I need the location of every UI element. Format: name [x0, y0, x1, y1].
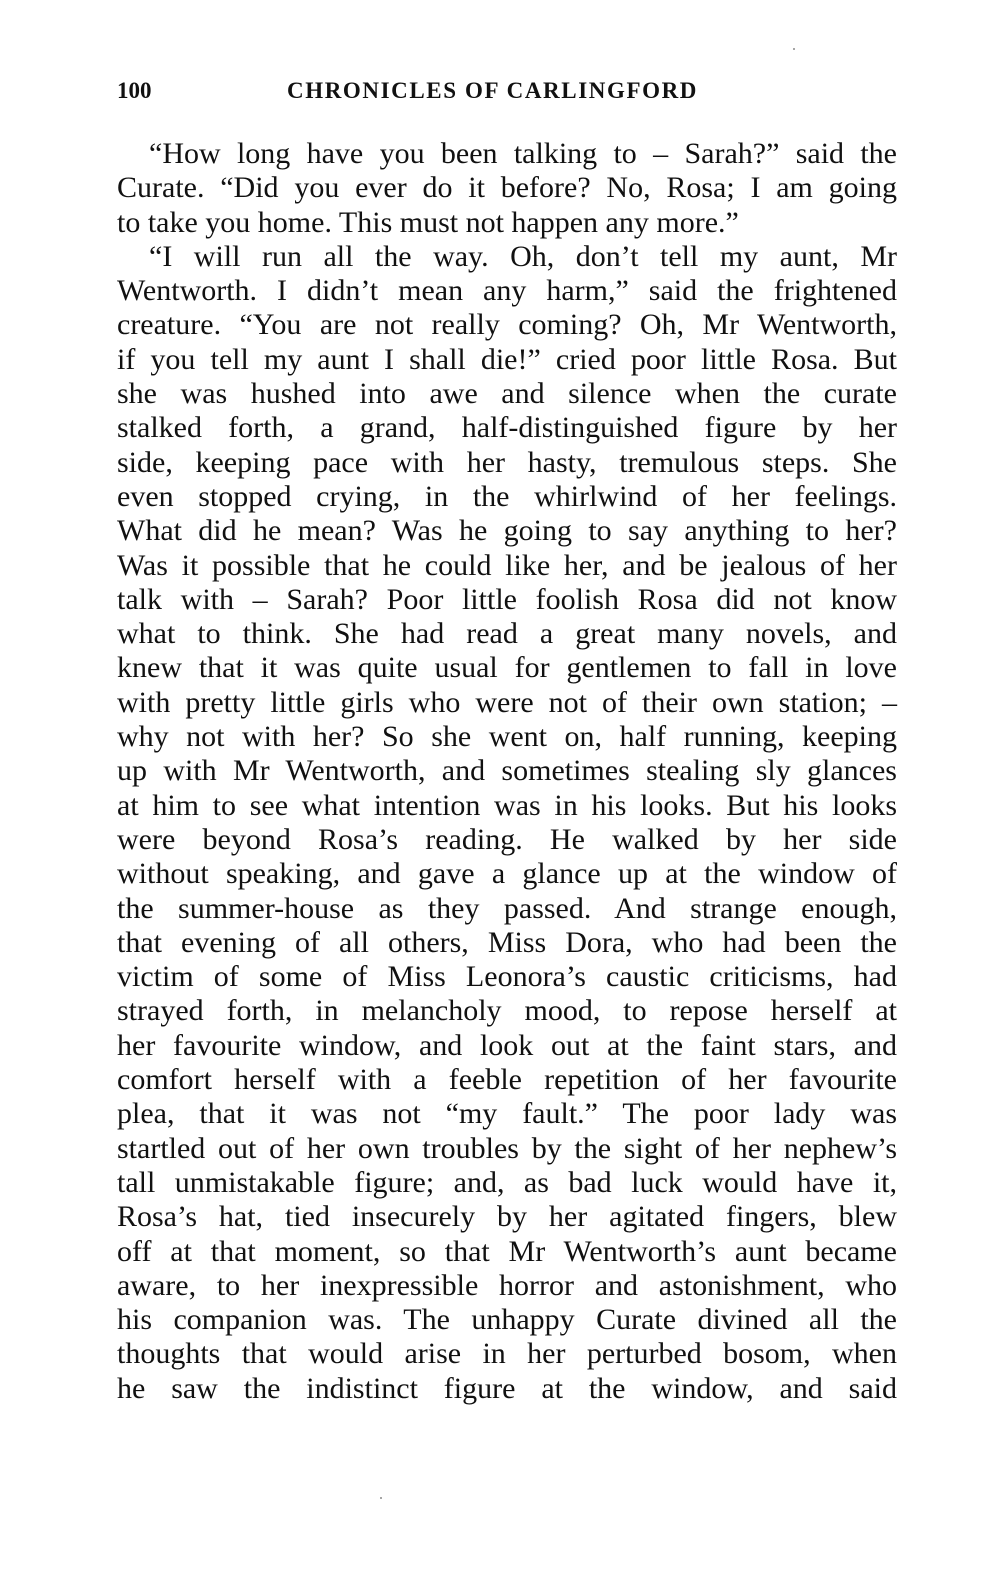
text-line: Was it possible that he could like her, and be jealous of her [117, 548, 897, 582]
text-line: startled out of her own troubles by the sight of her nephew’s [117, 1131, 897, 1165]
text-line: off at that moment, so that Mr Wentworth’s aunt became [117, 1234, 897, 1268]
text-line: plea, that it was not “my fault.” The poor lady was [117, 1097, 897, 1131]
running-head [117, 74, 897, 108]
text-line: up with Mr Wentworth, and sometimes stealing sly glances [117, 754, 897, 788]
text-line: “How long have you been talking to – Sarah?” said the [149, 137, 897, 170]
scan-speck [793, 48, 795, 50]
text-line: her favourite window, and look out at the faint stars, and [117, 1028, 897, 1062]
text-line: comfort herself with a feeble repetition of her favourite [117, 1063, 897, 1097]
text-line: knew that it was quite usual for gentlemen to fall in love [117, 651, 897, 685]
text-line: creature. “You are not really coming? Oh, Mr Wentworth, [117, 308, 897, 342]
text-line: his companion was. The unhappy Curate divined all the [117, 1303, 897, 1337]
text-line: without speaking, and gave a glance up at the window of [117, 857, 897, 891]
text-line: tall unmistakable figure; and, as bad luck would have it, [117, 1165, 897, 1199]
text-line: were beyond Rosa’s reading. He walked by her side [117, 822, 897, 856]
scan-speck [380, 1497, 382, 1499]
page-number: 100 [117, 78, 152, 103]
text-line: even stopped crying, in the whirlwind of her feelings. [117, 479, 897, 513]
text-line: Curate. “Did you ever do it before? No, Rosa; I am going [117, 171, 897, 205]
text-line: that evening of all others, Miss Dora, who had been the [117, 925, 897, 959]
text-line: she was hushed into awe and silence when the curate [117, 377, 897, 411]
text-line: what to think. She had read a great many novels, and [117, 617, 897, 651]
text-line: to take you home. This must not happen any more.” [117, 205, 739, 239]
text-line: why not with her? So she went on, half running, keeping [117, 720, 897, 754]
text-line: at him to see what intention was in his looks. But his looks [117, 788, 897, 822]
text-line: strayed forth, in melancholy mood, to repose herself at [117, 994, 897, 1028]
text-line: aware, to her inexpressible horror and astonishment, who [117, 1268, 897, 1302]
text-line: “I will run all the way. Oh, don’t tell my aunt, Mr [149, 239, 897, 273]
text-line: side, keeping pace with her hasty, tremulous steps. She [117, 445, 897, 479]
text-line: Wentworth. I didn’t mean any harm,” said the frightened [117, 274, 897, 308]
text-line: talk with – Sarah? Poor little foolish Rosa did not know [117, 582, 897, 616]
text-line: stalked forth, a grand, half-distinguished figure by her [117, 411, 897, 445]
text-line: victim of some of Miss Leonora’s caustic criticisms, had [117, 960, 897, 994]
text-line: the summer-house as they passed. And strange enough, [117, 891, 897, 925]
running-title: CHRONICLES OF CARLINGFORD [287, 78, 699, 103]
text-line: Rosa’s hat, tied insecurely by her agitated fingers, blew [117, 1200, 897, 1234]
text-line: he saw the indistinct figure at the window, and said [117, 1371, 897, 1405]
text-line: What did he mean? Was he going to say anything to her? [117, 514, 897, 548]
text-line: if you tell my aunt I shall die!” cried poor little Rosa. But [117, 342, 897, 376]
text-line: with pretty little girls who were not of their own station; – [117, 685, 897, 719]
body-text [117, 137, 897, 1406]
text-line: thoughts that would arise in her perturbed bosom, when [117, 1337, 897, 1371]
